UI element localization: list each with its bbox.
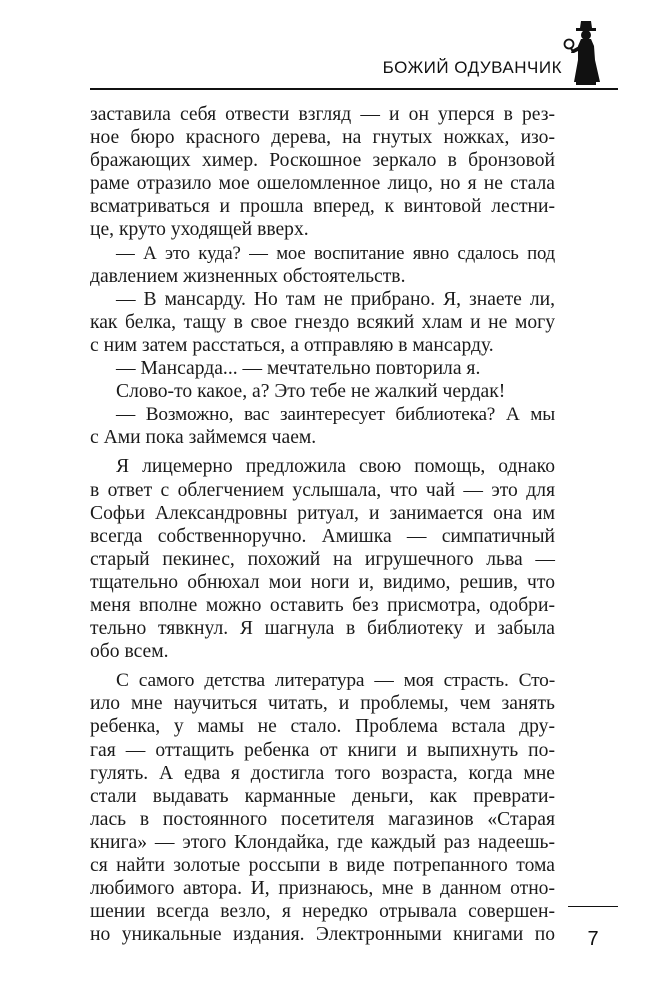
text-line: тщательно обнюхал мои ноги и, видимо, решив, что [90,571,555,593]
header-rule [90,88,618,90]
text-line: меня вполне можно оставить без присмотра, одобри- [90,594,555,616]
text-line: стали выдавать карманные деньги, как преврати- [90,785,555,807]
text-line: как белка, тащу в свое гнездо всякий хлам и не могу [90,311,555,333]
text-line: це, круто уходящей вверх. [90,219,309,241]
page-number: 7 [587,928,599,950]
text-line: с Ами пока займемся чаем. [90,427,317,449]
text-line: С самого детства литература — моя страсть. Сто- [116,670,555,692]
detective-silhouette-icon [562,20,610,86]
footer-rule [568,906,618,907]
text-line: ное бюро красного дерева, на гнутых ножках, изо- [90,127,555,149]
running-header [90,20,618,90]
text-line: но уникальные издания. Электронными книгами по [90,924,555,946]
text-line: с ним затем расстаться, а отправляю в мансарду. [90,334,494,356]
text-line: давлением жизненных обстоятельств. [90,265,406,287]
text-line: раме отразило мое ошеломленное лицо, но я не стала [90,173,555,195]
text-line: любимого автора. И, признаюсь, мне в данном отно- [90,878,555,900]
text-line: ся найти золотые россыпи в виде потрепанного тома [90,855,555,876]
text-line: — А это куда? — мое воспитание явно сдалось под [116,242,555,264]
text-line: тельно тявкнул. Я шагнула в библиотеку и забыла [90,618,555,640]
text-line: Я лицемерно предложила свою помощь, однако [116,456,555,478]
text-line: лась в постоянного посетителя магазинов «Старая [90,808,555,830]
text-line: — Возможно, вас заинтересует библиотека? А мы [116,404,555,426]
text-line: обо всем. [90,641,169,663]
text-line: гулять. А едва я достигла того возраста, когда мне [90,762,555,784]
text-line: гая — оттащить ребенка от книги и выпихнуть по- [90,739,555,761]
text-line: ребенка, у мамы не стало. Проблема встала дру- [90,716,555,738]
text-line: — Мансарда... — мечтательно повторила я. [116,358,481,380]
text-line: в ответ с облегчением услышала, что чай — это для [90,479,555,501]
text-line: старый пекинес, похожий на игрушечного льва — [90,548,555,570]
text-line: всегда собственноручно. Амишка — симпатичный [90,525,555,547]
text-line: Софьи Александровны ритуал, и занимается она им [90,502,555,524]
text-line: бражающих химер. Роскошное зеркало в бронзовой [90,150,555,172]
text-line: шении всегда везло, я нередко отрывала совершен- [90,901,555,923]
text-line: всматриваться и прошла вперед, к винтовой лестни- [90,196,555,218]
book-title: БОЖИЙ ОДУВАНЧИК [382,58,562,77]
page-body [90,103,555,946]
text-line: книга» — этого Клондайка, где каждый раз надеешь- [90,831,555,853]
text-line: ило мне научиться читать, и проблемы, чем занять [90,693,555,715]
text-line: — В мансарду. Но там не прибрано. Я, знаете ли, [116,288,555,310]
text-line: Слово-то какое, а? Это тебе не жалкий чердак! [116,381,506,403]
text-line: заставила себя отвести взгляд — и он уперся в рез- [90,104,555,125]
